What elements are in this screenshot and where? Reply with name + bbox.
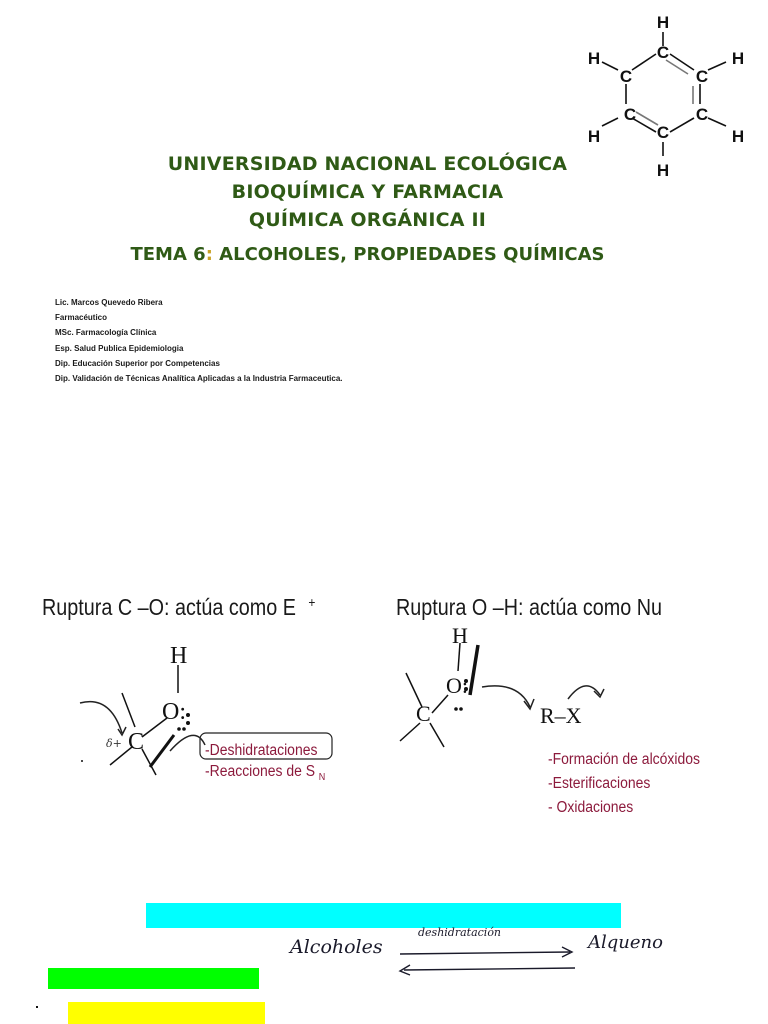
university-title: UNIVERSIDAD NACIONAL ECOLÓGICA bbox=[167, 153, 568, 175]
handwriting-deshidratacion: deshidratación bbox=[418, 926, 502, 939]
partial-charge-label: δ+ bbox=[106, 737, 122, 750]
benzene-h-bottom: H bbox=[656, 161, 670, 180]
benzene-h-lower-right: H bbox=[731, 127, 745, 146]
credit-line: Lic. Marcos Quevedo Ribera bbox=[55, 298, 163, 307]
left-atom-c: C bbox=[128, 729, 145, 755]
left-reactions-list bbox=[205, 740, 325, 788]
benzene-c-lower-right: C bbox=[695, 105, 709, 124]
benzene-h-upper-right: H bbox=[731, 49, 745, 68]
career-title: BIOQUÍMICA Y FARMACIA bbox=[231, 181, 504, 203]
benzene-c-upper-left: C bbox=[619, 67, 633, 86]
benzene-h-lower-left: H bbox=[587, 127, 601, 146]
benzene-h-top: H bbox=[656, 13, 670, 32]
right-reaction-item: - Oxidaciones bbox=[548, 799, 634, 816]
tema-title: ALCOHOLES, PROPIEDADES QUÍMICAS bbox=[212, 244, 605, 265]
right-atom-c: C bbox=[416, 701, 431, 726]
right-reaction-item: -Formación de alcóxidos bbox=[548, 751, 700, 768]
highlight-bar-yellow bbox=[68, 1002, 265, 1024]
credit-line: Dip. Validación de Técnicas Analítica Aplicadas a la Industria Farmaceutica. bbox=[55, 374, 343, 384]
left-panel-title-text: Ruptura C –O: actúa como E bbox=[42, 594, 296, 620]
left-panel-title-sup: + bbox=[308, 594, 316, 610]
alkyl-halide-rx: R–X bbox=[540, 703, 582, 728]
right-reactions-list bbox=[548, 748, 700, 820]
benzene-h-upper-left: H bbox=[587, 49, 601, 68]
left-reaction-sn-subscript: N bbox=[318, 772, 326, 784]
credit-line: Farmacéutico bbox=[55, 313, 108, 323]
stray-dot bbox=[36, 1006, 38, 1008]
right-molecule-diagram bbox=[390, 615, 650, 755]
highlight-bar-cyan bbox=[146, 903, 621, 928]
tema-label: TEMA 6 bbox=[130, 244, 206, 265]
handwriting-alcoholes: Alcoholes bbox=[290, 936, 383, 958]
right-reaction-item: -Esterificaciones bbox=[548, 775, 651, 792]
handwriting-alqueno: Alqueno bbox=[588, 932, 663, 953]
course-title: QUÍMICA ORGÁNICA II bbox=[248, 209, 487, 231]
tema-heading bbox=[0, 244, 735, 265]
left-reaction-sn-text: -Reacciones de S bbox=[205, 763, 316, 780]
right-atom-o: O: bbox=[446, 673, 468, 698]
benzene-c-top: C bbox=[656, 43, 670, 62]
author-credits bbox=[55, 295, 343, 386]
benzene-c-bottom: C bbox=[656, 123, 670, 142]
right-panel-title: Ruptura O –H: actúa como Nu bbox=[396, 594, 663, 620]
reaction-arrows bbox=[390, 940, 590, 980]
left-reaction-item bbox=[205, 761, 325, 788]
highlight-bar-green bbox=[48, 968, 259, 989]
right-atom-h: H bbox=[452, 623, 468, 648]
benzene-c-lower-left: C bbox=[623, 105, 637, 124]
tema-separator: : bbox=[205, 244, 213, 265]
left-reaction-item: -Deshidrataciones bbox=[205, 742, 318, 759]
left-atom-o: O: bbox=[162, 699, 186, 725]
credit-line: MSc. Farmacología Clínica bbox=[55, 328, 157, 338]
left-atom-h: H bbox=[170, 643, 188, 669]
left-panel-title bbox=[42, 594, 315, 621]
benzene-c-upper-right: C bbox=[695, 67, 709, 86]
credit-line: Esp. Salud Publica Epidemiologia bbox=[55, 343, 184, 353]
credit-line: Dip. Educación Superior por Competencias bbox=[55, 358, 220, 368]
